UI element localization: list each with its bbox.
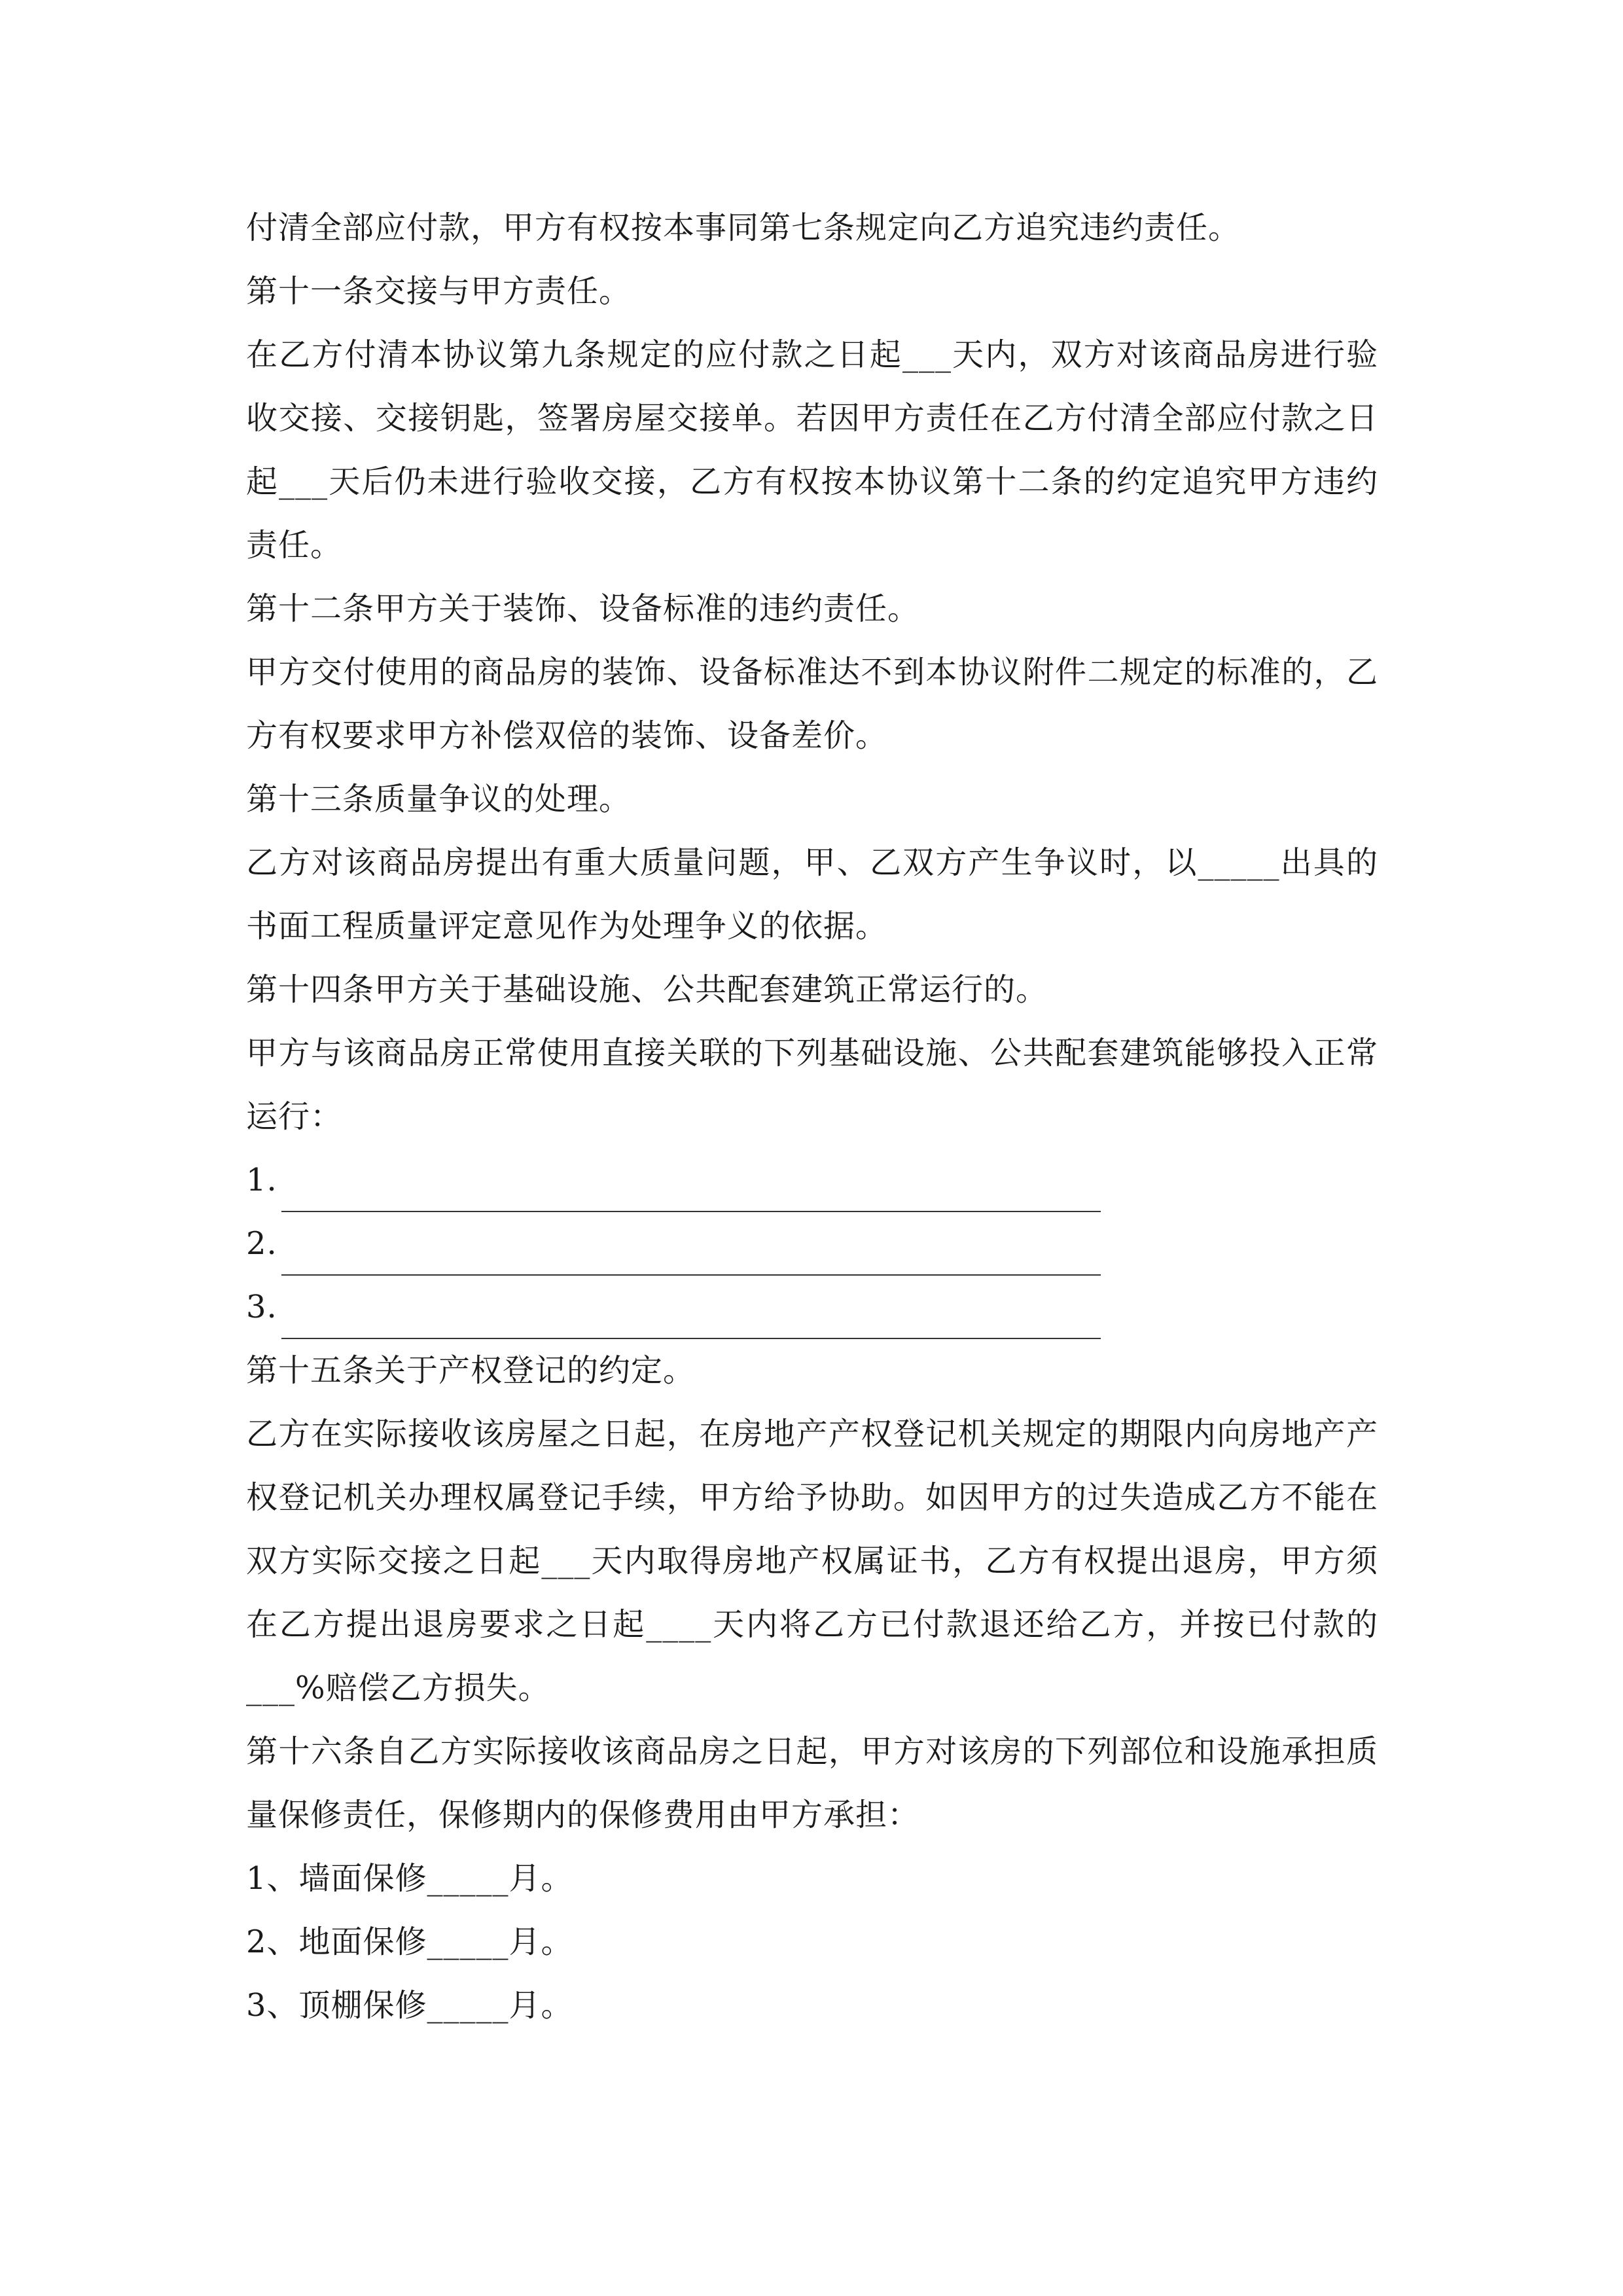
paragraph-line: 起___天后仍未进行验收交接，乙方有权按本协议第十二条的约定追究甲方违约 bbox=[246, 463, 1378, 500]
fill-in-blank-line bbox=[281, 1229, 1101, 1276]
paragraph-line: 在乙方付清本协议第九条规定的应付款之日起___天内，双方对该商品房进行验 bbox=[246, 336, 1378, 373]
warranty-item-ceiling: 3、顶棚保修_____月。 bbox=[246, 1987, 573, 2024]
paragraph-line: 乙方对该商品房提出有重大质量问题，甲、乙双方产生争议时，以_____出具的 bbox=[246, 844, 1378, 881]
numbered-blank-item bbox=[246, 1212, 1378, 1276]
paragraph-line: 量保修责任，保修期内的保修费用由甲方承担： bbox=[246, 1797, 920, 1833]
article-15-heading: 第十五条关于产权登记的约定。 bbox=[246, 1352, 696, 1389]
paragraph-line: ___%赔偿乙方损失。 bbox=[246, 1670, 550, 1706]
paragraph-line: 方有权要求甲方补偿双倍的装饰、设备差价。 bbox=[246, 717, 888, 754]
article-12-heading: 第十二条甲方关于装饰、设备标准的违约责任。 bbox=[246, 590, 920, 627]
paragraph-line: 甲方交付使用的商品房的装饰、设备标准达不到本协议附件二规定的标准的，乙 bbox=[246, 654, 1378, 691]
warranty-item-floor: 2、地面保修_____月。 bbox=[246, 1924, 573, 1960]
paragraph-line: 权登记机关办理权属登记手续，甲方给予协助。如因甲方的过失造成乙方不能在 bbox=[246, 1479, 1378, 1516]
paragraph-line: 乙方在实际接收该房屋之日起，在房地产产权登记机关规定的期限内向房地产产 bbox=[246, 1416, 1378, 1452]
paragraph-line: 付清全部应付款，甲方有权按本事同第七条规定向乙方追究违约责任。 bbox=[246, 209, 1241, 246]
article-14-heading: 第十四条甲方关于基础设施、公共配套建筑正常运行的。 bbox=[246, 971, 1048, 1008]
paragraph-line: 责任。 bbox=[246, 527, 343, 564]
numbered-blank-item bbox=[246, 1276, 1378, 1339]
contract-body bbox=[246, 196, 1378, 2037]
paragraph-line: 在乙方提出退房要求之日起____天内将乙方已付款退还给乙方，并按已付款的 bbox=[246, 1606, 1378, 1643]
numbered-blank-item bbox=[246, 1149, 1378, 1212]
paragraph-line: 收交接、交接钥匙，签署房屋交接单。若因甲方责任在乙方付清全部应付款之日 bbox=[246, 400, 1378, 437]
item-number: 1. bbox=[246, 1162, 277, 1198]
paragraph-line: 书面工程质量评定意见作为处理争义的依据。 bbox=[246, 908, 888, 944]
fill-in-blank-line bbox=[281, 1165, 1101, 1212]
item-number: 2. bbox=[246, 1225, 277, 1262]
paragraph-line: 甲方与该商品房正常使用直接关联的下列基础设施、公共配套建筑能够投入正常 bbox=[246, 1035, 1378, 1071]
item-number: 3. bbox=[246, 1289, 277, 1325]
article-16-heading: 第十六条自乙方实际接收该商品房之日起，甲方对该房的下列部位和设施承担质 bbox=[246, 1733, 1378, 1770]
article-13-heading: 第十三条质量争议的处理。 bbox=[246, 781, 632, 817]
article-11-heading: 第十一条交接与甲方责任。 bbox=[246, 273, 632, 310]
paragraph-line: 双方实际交接之日起___天内取得房地产权属证书，乙方有权提出退房，甲方须 bbox=[246, 1543, 1378, 1579]
warranty-item-wall: 1、墙面保修_____月。 bbox=[246, 1860, 573, 1897]
fill-in-blank-line bbox=[281, 1292, 1101, 1339]
paragraph-line: 运行： bbox=[246, 1098, 343, 1135]
